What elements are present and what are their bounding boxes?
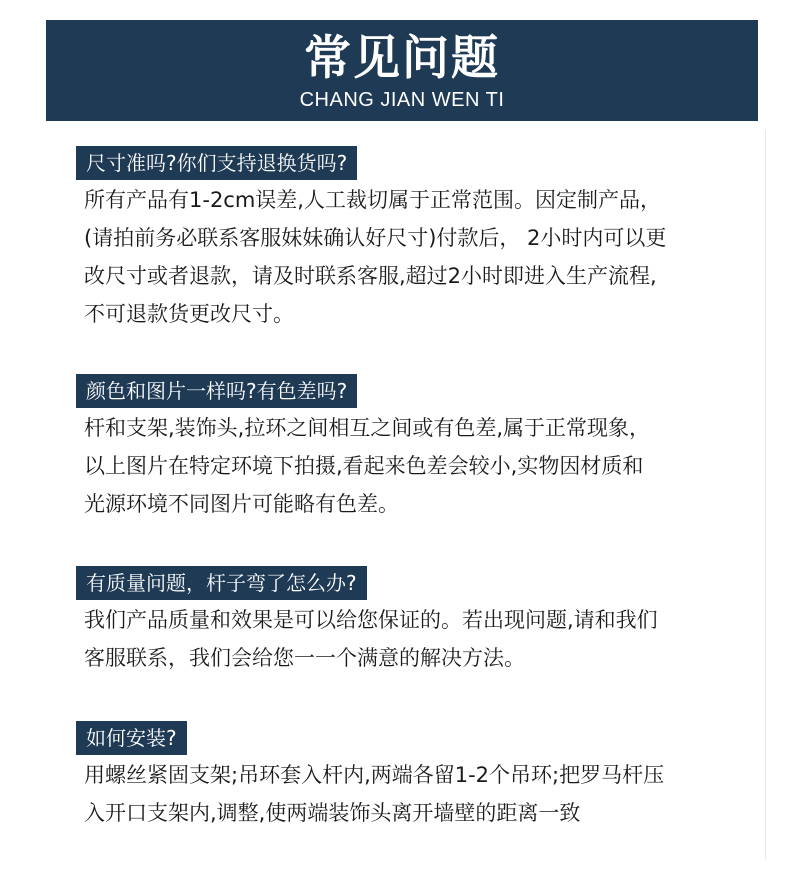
faq-header-banner bbox=[46, 20, 758, 121]
faq-question: 如何安装? bbox=[76, 721, 187, 755]
answer-line: 光源环境不同图片可能略有色差。 bbox=[84, 492, 399, 516]
answer-line: 我们产品质量和效果是可以给您保证的。若出现问题,请和我们 bbox=[84, 608, 658, 632]
faq-item-install bbox=[76, 721, 776, 832]
faq-item-color bbox=[76, 374, 776, 523]
faq-answer bbox=[76, 756, 776, 832]
answer-line: 改尺寸或者退款，请及时联系客服,超过2小时即进入生产流程, bbox=[84, 264, 657, 288]
faq-question: 颜色和图片一样吗?有色差吗? bbox=[76, 374, 357, 408]
faq-item-quality bbox=[76, 566, 776, 677]
answer-line: 杆和支架,装饰头,拉环之间相互之间或有色差,属于正常现象， bbox=[84, 416, 651, 440]
page-edge-divider bbox=[765, 130, 766, 860]
faq-item-size-return bbox=[76, 146, 776, 333]
page-subtitle: CHANG JIAN WEN TI bbox=[299, 89, 505, 111]
answer-line: 所有产品有1-2cm误差,人工裁切属于正常范围。因定制产品， bbox=[84, 188, 661, 212]
faq-answer bbox=[76, 181, 776, 333]
answer-line: 用螺丝紧固支架;吊环套入杆内,两端各留1-2个吊环;把罗马杆压 bbox=[84, 763, 665, 787]
page-title: 常见问题 bbox=[304, 31, 500, 86]
faq-question: 有质量问题，杆子弯了怎么办? bbox=[76, 566, 367, 600]
answer-line: 客服联系，我们会给您一一个满意的解决方法。 bbox=[84, 646, 525, 670]
answer-line: 以上图片在特定环境下拍摄,看起来色差会较小,实物因材质和 bbox=[84, 454, 644, 478]
answer-line: 入开口支架内,调整,使两端装饰头离开墙壁的距离一致 bbox=[84, 801, 581, 825]
answer-line: 不可退款货更改尺寸。 bbox=[84, 302, 294, 326]
answer-line: (请拍前务必联系客服妹妹确认好尺寸)付款后， 2小时内可以更 bbox=[84, 226, 667, 250]
faq-answer bbox=[76, 409, 776, 523]
faq-question: 尺寸准吗?你们支持退换货吗? bbox=[76, 146, 357, 180]
faq-answer bbox=[76, 601, 776, 677]
